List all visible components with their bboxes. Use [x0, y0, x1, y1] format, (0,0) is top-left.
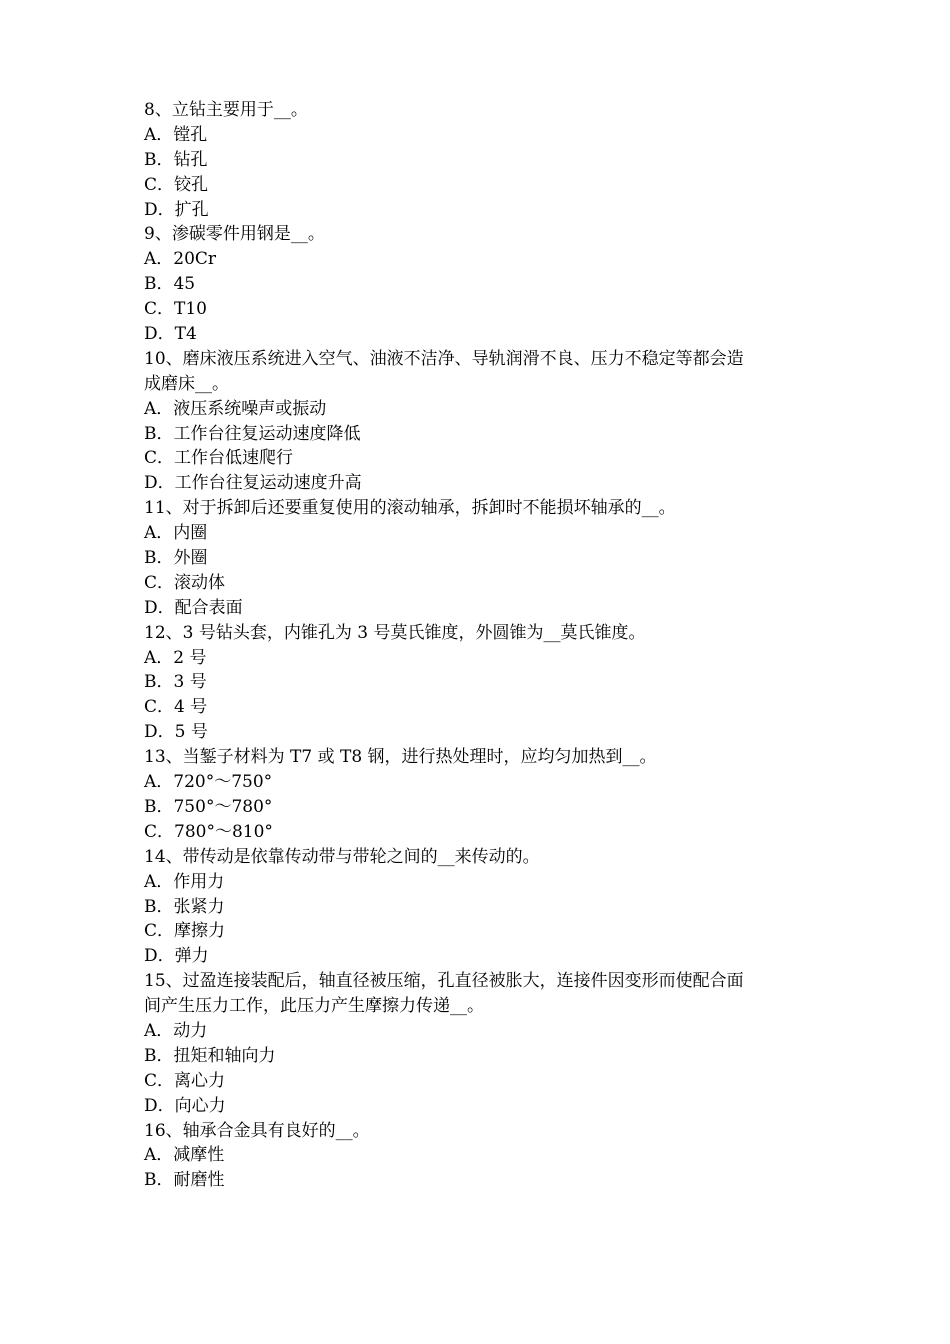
option-a: A．20Cr — [144, 249, 217, 270]
question-11: 11、对于拆卸后还要重复使用的滚动轴承，拆卸时不能损坏轴承的__。 — [144, 498, 676, 519]
question-10: 10、磨床液压系统进入空气、油液不洁净、导轨润滑不良、压力不稳定等都会造 — [144, 348, 744, 369]
option-d: D．弹力 — [144, 946, 209, 967]
option-a: A．作用力 — [144, 871, 225, 892]
option-c: C．离心力 — [144, 1070, 226, 1091]
option-d: D．向心力 — [144, 1095, 226, 1116]
option-a: A．内圈 — [144, 523, 208, 544]
question-8: 8、立钻主要用于__。 — [144, 100, 308, 120]
option-b: B．外圈 — [144, 548, 208, 569]
option-c: C．工作台低速爬行 — [144, 448, 294, 469]
document-page — [144, 98, 824, 1193]
option-a: A．720°～750° — [144, 772, 273, 793]
option-c: C．4 号 — [144, 697, 208, 718]
question-10-continued: 成磨床__。 — [144, 373, 229, 394]
option-d: D．T4 — [144, 324, 197, 345]
question-13: 13、当錾子材料为 T7 或 T8 钢，进行热处理时，应均匀加热到__。 — [144, 747, 657, 768]
option-b: B．扭矩和轴向力 — [144, 1045, 276, 1066]
option-c: C．滚动体 — [144, 572, 226, 593]
option-a: A．动力 — [144, 1020, 208, 1041]
option-c: C．摩擦力 — [144, 921, 226, 942]
option-b: B．张紧力 — [144, 896, 225, 917]
option-a: A．2 号 — [144, 647, 207, 668]
option-d: D．扩孔 — [144, 199, 209, 220]
option-b: B．耐磨性 — [144, 1170, 225, 1191]
option-c: C．T10 — [144, 299, 207, 320]
option-b: B．钻孔 — [144, 149, 208, 170]
option-d: D．5 号 — [144, 722, 208, 743]
question-14: 14、带传动是依靠传动带与带轮之间的__来传动的。 — [144, 846, 540, 867]
option-b: B．工作台往复运动速度降低 — [144, 423, 361, 444]
question-12: 12、3 号钻头套，内锥孔为 3 号莫氏锥度，外圆锥为__莫氏锥度。 — [144, 622, 646, 643]
option-c: C．780°～810° — [144, 821, 273, 842]
option-b: B．45 — [144, 274, 196, 295]
question-16: 16、轴承合金具有良好的__。 — [144, 1120, 370, 1141]
option-a: A．减摩性 — [144, 1145, 225, 1166]
option-d: D．工作台往复运动速度升高 — [144, 473, 362, 494]
question-9: 9、渗碳零件用钢是__。 — [144, 224, 325, 245]
option-d: D．配合表面 — [144, 597, 243, 618]
option-a: A．液压系统噪声或振动 — [144, 398, 327, 419]
option-a: A．镗孔 — [144, 124, 208, 145]
option-b: B．750°～780° — [144, 796, 273, 817]
question-15-continued: 间产生压力工作，此压力产生摩擦力传递__。 — [144, 996, 484, 1017]
question-15: 15、过盈连接装配后，轴直径被压缩，孔直径被胀大，连接件因变形而使配合面 — [144, 971, 744, 992]
option-c: C．铰孔 — [144, 174, 209, 195]
option-b: B．3 号 — [144, 672, 207, 693]
